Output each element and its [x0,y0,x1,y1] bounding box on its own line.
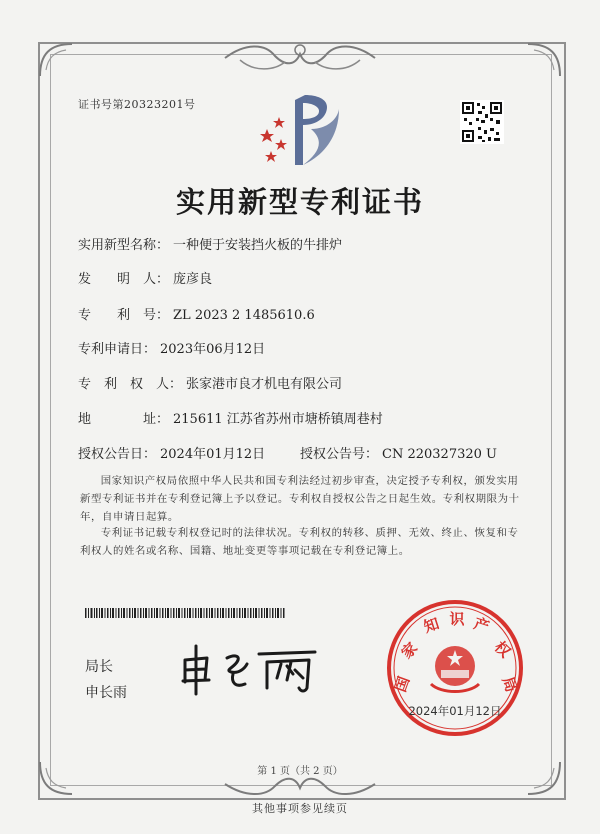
svg-text:局: 局 [498,674,521,695]
field-label: 实用新型名称： [78,238,170,253]
field-label: 授权公告日： [78,447,157,462]
field-value: 庞彦良 [173,272,213,287]
field-value: 一种便于安装挡火板的牛排炉 [173,238,343,253]
qr-code [460,100,504,144]
seal-date: 2024年01月12日 [408,704,502,718]
svg-text:识: 识 [449,610,465,628]
svg-text:国: 国 [391,674,414,695]
director-signature [175,638,325,698]
field-value: 2023年06月12日 [160,342,266,357]
certificate-number: 证书号第20323201号 [78,98,196,111]
cnipa-logo [255,95,345,170]
field-value: ZL 2023 2 1485610.6 [173,308,315,323]
certificate-title: 实用新型专利证书 [175,185,424,219]
field-utility-model-name [78,234,342,253]
field-label: 发 明 人： [78,272,170,287]
director-name: 申长雨 [85,685,127,701]
field-value: CN 220327320 U [382,447,497,462]
field-label: 专利申请日： [78,342,157,357]
corner-ornament-top-right [524,40,564,80]
field-value: 张家港市良才机电有限公司 [186,377,343,392]
top-ornament [215,38,385,78]
svg-text:产: 产 [471,614,492,637]
field-address [78,408,383,427]
svg-text:权: 权 [490,637,515,662]
barcode [85,608,285,618]
notice-paragraph-1: 国家知识产权局依照中华人民共和国专利法经过初步审查，决定授予专利权，颁发实用新型专利证书并在专利登记簿上予以登记。专利权自授权公告之日起生效。专利权期限为十年，自申请日起算。 [80,475,520,523]
field-announcement-number [300,443,497,462]
field-label: 专 利 号： [78,308,170,323]
field-patentee [78,373,342,392]
page-number: 第 1 页（共 2 页） [257,766,343,777]
field-application-date [78,338,265,357]
svg-text:知: 知 [421,614,442,637]
footer-note: 其他事项参见续页 [252,802,348,815]
field-patent-number [78,304,315,323]
field-inventor [78,268,212,287]
director-title: 局长 [85,659,113,675]
field-label: 授权公告号： [300,447,379,462]
field-label: 专 利 权 人： [78,377,183,392]
field-value: 215611 江苏省苏州市塘桥镇周巷村 [173,412,383,427]
corner-ornament-top-left [36,40,76,80]
field-label: 地 址： [78,412,170,427]
field-grant-date [78,443,265,462]
notice-paragraph-2: 专利证书记载专利权登记时的法律状况。专利权的转移、质押、无效、终止、恢复和专利权人的姓名或名称、国籍、地址变更等事项记载在专利登记簿上。 [80,527,519,557]
svg-text:家: 家 [397,638,422,663]
field-value: 2024年01月12日 [160,447,266,462]
